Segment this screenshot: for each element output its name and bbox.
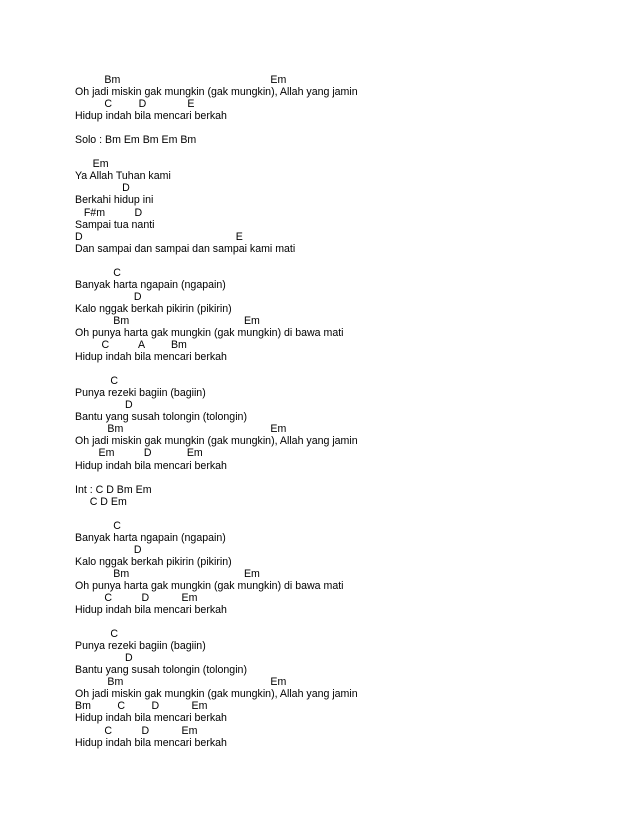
lyric-line: Hidup indah bila mencari berkah	[75, 736, 227, 749]
lyric-line: Oh jadi miskin gak mungkin (gak mungkin), Allah yang jamin	[75, 688, 358, 701]
lyric-line: Punya rezeki bagiin (bagiin)	[75, 640, 206, 653]
lyric-line: Oh punya harta gak mungkin (gak mungkin) di bawa mati	[75, 579, 344, 592]
lyric-line: Banyak harta ngapain (ngapain)	[75, 531, 226, 544]
intro-line: Int : C D Bm Em	[75, 483, 152, 496]
chord-line: C A Bm	[75, 339, 187, 352]
lyric-line: Hidup indah bila mencari berkah	[75, 459, 227, 472]
lyric-line: Hidup indah bila mencari berkah	[75, 110, 227, 123]
chord-line: D E	[75, 230, 243, 243]
chord-line: D	[75, 543, 142, 556]
chord-line: C	[75, 519, 121, 532]
blank-line	[75, 146, 595, 158]
lyric-line: Ya Allah Tuhan kami	[75, 170, 171, 183]
lyric-line: Hidup indah bila mencari berkah	[75, 712, 227, 725]
blank-line	[75, 255, 595, 267]
chord-line: Bm Em	[75, 567, 260, 580]
lyric-line: Oh jadi miskin gak mungkin (gak mungkin), Allah yang jamin	[75, 435, 358, 448]
chord-line: C	[75, 266, 121, 279]
chord-line: Bm C D Em	[75, 700, 208, 713]
chord-line: Em	[75, 158, 109, 171]
lyric-line: Punya rezeki bagiin (bagiin)	[75, 387, 206, 400]
chord-line: C	[75, 375, 118, 388]
chord-line: Bm Em	[75, 423, 287, 436]
chord-line: D	[75, 290, 142, 303]
chord-line: Bm Em	[75, 74, 287, 86]
lyric-line: Oh jadi miskin gak mungkin (gak mungkin), Allah yang jamin	[75, 86, 358, 99]
chord-line: C D Em	[75, 724, 198, 737]
lyric-line: Oh punya harta gak mungkin (gak mungkin) di bawa mati	[75, 326, 344, 339]
blank-line	[75, 508, 595, 520]
chord-line: Bm Em	[75, 676, 287, 689]
chord-line: Em D Em	[75, 447, 203, 460]
lyric-line: Berkahi hidup ini	[75, 194, 154, 207]
lyric-line: Sampai tua nanti	[75, 218, 155, 231]
intro-line: C D Em	[75, 495, 127, 508]
lyric-line: Banyak harta ngapain (ngapain)	[75, 278, 226, 291]
blank-line	[75, 616, 595, 628]
chord-line: C	[75, 628, 118, 641]
chord-line: C D E	[75, 98, 195, 111]
chord-line: F#m D	[75, 206, 143, 219]
lyric-line: Bantu yang susah tolongin (tolongin)	[75, 664, 247, 677]
lyric-line: Bantu yang susah tolongin (tolongin)	[75, 411, 247, 424]
chord-line: C D Em	[75, 592, 198, 605]
lyric-line: Kalo nggak berkah pikirin (pikirin)	[75, 555, 232, 568]
blank-line	[75, 472, 595, 484]
chord-lyric-sheet	[75, 74, 595, 749]
chord-line: Bm Em	[75, 314, 260, 327]
solo-line: Solo : Bm Em Bm Em Bm	[75, 134, 197, 147]
chord-line: D	[75, 182, 130, 195]
chord-line: D	[75, 399, 133, 412]
lyric-line: Kalo nggak berkah pikirin (pikirin)	[75, 302, 232, 315]
lyric-line: Hidup indah bila mencari berkah	[75, 351, 227, 364]
lyric-line: Dan sampai dan sampai dan sampai kami mati	[75, 242, 296, 255]
blank-line	[75, 363, 595, 375]
chord-line: D	[75, 652, 133, 665]
lyric-line: Hidup indah bila mencari berkah	[75, 604, 227, 617]
blank-line	[75, 122, 595, 134]
